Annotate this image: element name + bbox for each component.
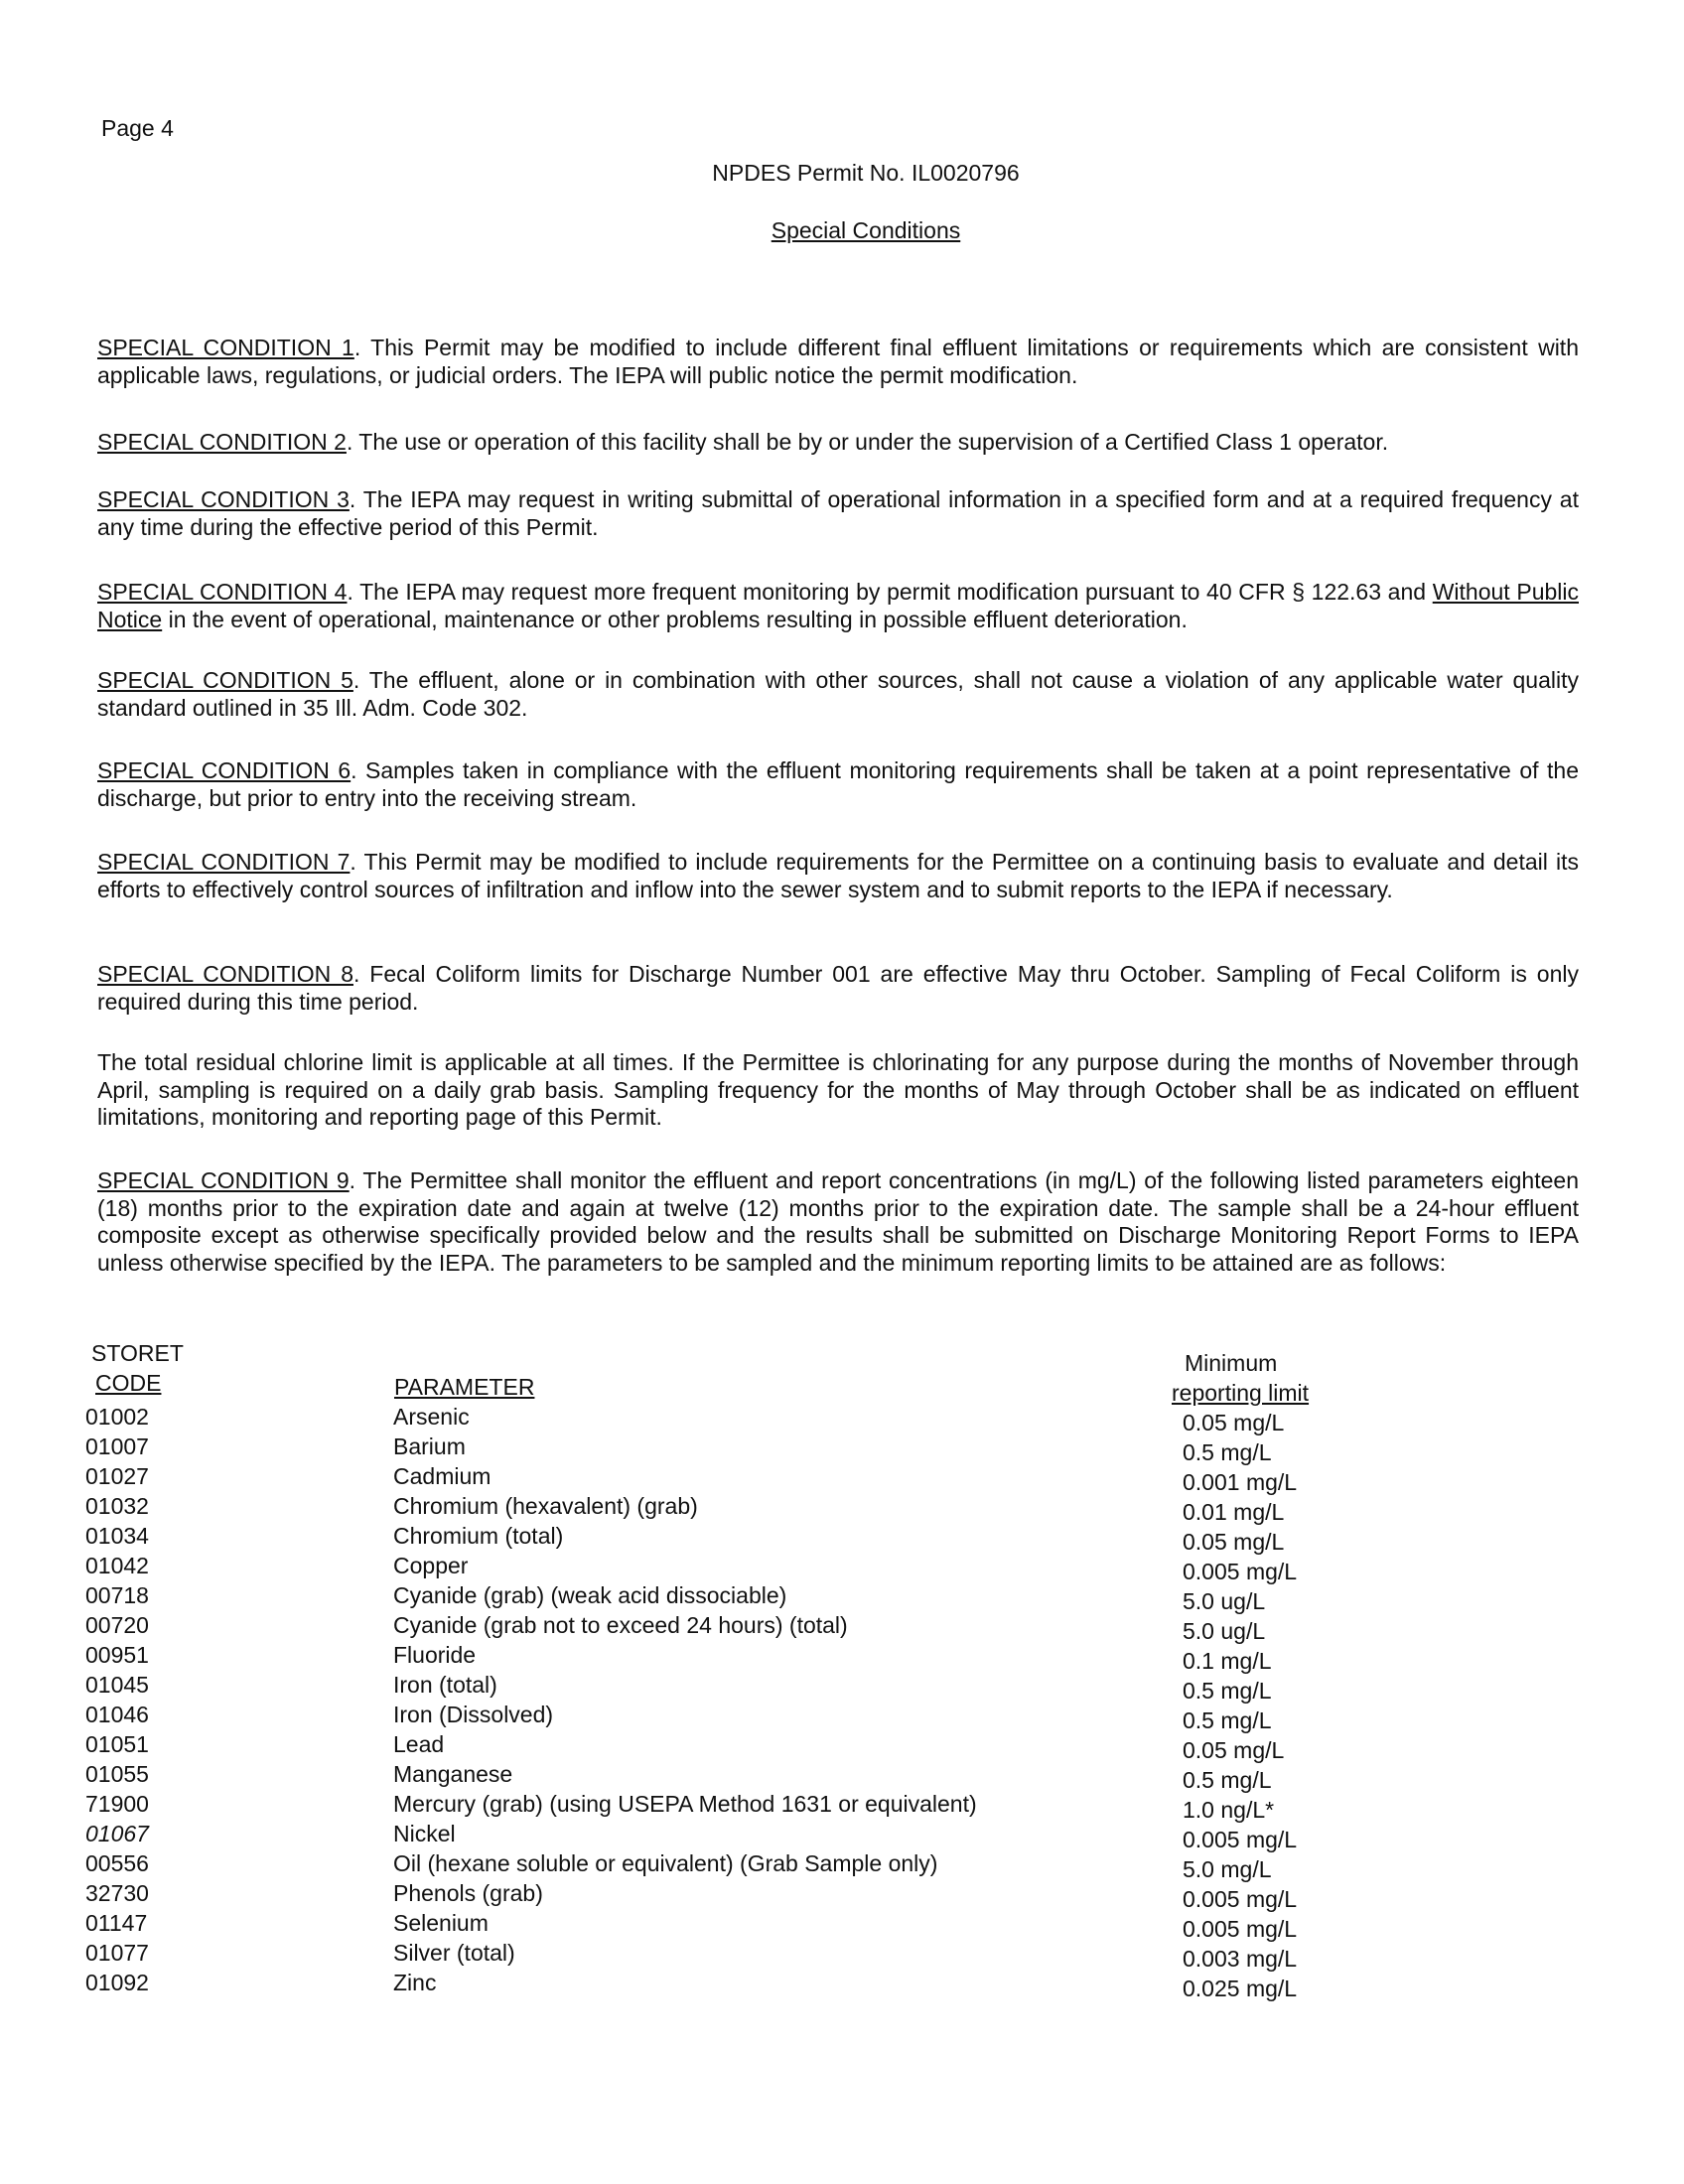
table-row — [85, 1433, 1416, 1463]
storet-code: 01077 — [85, 1940, 149, 1966]
reporting-limit: 1.0 ng/L* — [1183, 1797, 1275, 1823]
header-minimum: Minimum — [1185, 1350, 1278, 1376]
condition-label: SPECIAL CONDITION 3 — [97, 486, 350, 512]
storet-code: 01055 — [85, 1761, 149, 1787]
storet-code: 01002 — [85, 1404, 149, 1430]
special-condition-3 — [97, 486, 1579, 541]
reporting-limit: 0.001 mg/L — [1183, 1469, 1298, 1495]
table-row — [85, 1404, 1416, 1433]
chlorine-paragraph — [97, 1049, 1579, 1132]
parameter-name: Iron (Dissolved) — [393, 1702, 554, 1727]
storet-code: 01034 — [85, 1523, 149, 1549]
table-row — [85, 1880, 1416, 1910]
parameter-table — [85, 1404, 1416, 1999]
reporting-limit: 0.05 mg/L — [1183, 1410, 1285, 1435]
reporting-limit: 0.05 mg/L — [1183, 1737, 1285, 1763]
special-condition-2 — [97, 429, 1579, 457]
special-condition-8 — [97, 961, 1579, 1016]
table-row — [85, 1493, 1416, 1523]
parameter-name: Manganese — [393, 1761, 513, 1787]
condition-label: SPECIAL CONDITION 8 — [97, 961, 353, 987]
reporting-limit: 0.5 mg/L — [1183, 1678, 1272, 1704]
condition-label: SPECIAL CONDITION 2 — [97, 429, 347, 455]
reporting-limit: 0.05 mg/L — [1183, 1529, 1285, 1555]
reporting-limit: 0.5 mg/L — [1183, 1707, 1272, 1733]
parameter-name: Cyanide (grab not to exceed 24 hours) (total) — [393, 1612, 848, 1638]
reporting-limit: 0.005 mg/L — [1183, 1916, 1298, 1942]
parameter-name: Selenium — [393, 1910, 489, 1936]
reporting-limit: 0.5 mg/L — [1183, 1767, 1272, 1793]
table-row — [85, 1731, 1416, 1761]
header-reporting-limit: reporting limit — [1172, 1380, 1310, 1406]
condition-text: . The use or operation of this facility shall be by or under the supervision of a Certified Class 1 operator. — [346, 429, 1389, 455]
table-row — [85, 1672, 1416, 1702]
condition-text: . Samples taken in compliance with the effluent monitoring requirements shall be taken at a point representative of the discharge, but prior to entry into the receiving stream. — [97, 757, 1579, 811]
table-row — [85, 1791, 1416, 1821]
condition-text: . This Permit may be modified to include requirements for the Permittee on a continuing basis to evaluate and detail its efforts to effectively control sources of infiltration and inflow into the sewer system and to submit reports to the IEPA if necessary. — [97, 849, 1579, 902]
condition-text: . Fecal Coliform limits for Discharge Number 001 are effective May thru October. Sampling of Fecal Coliform is only required during this time period. — [97, 961, 1579, 1015]
condition-text: . This Permit may be modified to include different final effluent limitations or requirements which are consistent with applicable laws, regulations, or judicial orders. The IEPA will public notice the permit modification. — [97, 335, 1579, 388]
table-row — [85, 1821, 1416, 1850]
parameter-name: Barium — [393, 1433, 466, 1459]
condition-label: SPECIAL CONDITION 7 — [97, 849, 351, 875]
storet-code: 00951 — [85, 1642, 149, 1668]
storet-code: 01032 — [85, 1493, 149, 1519]
table-row — [85, 1582, 1416, 1612]
parameter-name: Lead — [393, 1731, 445, 1757]
parameter-name: Iron (total) — [393, 1672, 497, 1698]
storet-code: 01067 — [85, 1821, 149, 1846]
storet-code: 71900 — [85, 1791, 149, 1817]
storet-code: 01046 — [85, 1702, 149, 1727]
reporting-limit: 0.003 mg/L — [1183, 1946, 1298, 1972]
storet-code: 00556 — [85, 1850, 149, 1876]
condition-label: SPECIAL CONDITION 6 — [97, 757, 351, 783]
condition-text: . The Permittee shall monitor the effluent and report concentrations (in mg/L) of the following listed parameters eighteen (18) months prior to the expiration date and again at twelve (12) months prior to the expiration date. The sample shall be a 24-hour effluent composite except as otherwise specifically provided below and the results shall be submitted on Discharge Monitoring Report Forms to IEPA unless otherwise specified by the IEPA. The parameters to be sampled and the minimum reporting limits to be attained are as follows: — [97, 1167, 1579, 1276]
table-row — [85, 1612, 1416, 1642]
parameter-name: Cyanide (grab) (weak acid dissociable) — [393, 1582, 787, 1608]
table-row — [85, 1523, 1416, 1553]
table-row — [85, 1553, 1416, 1582]
storet-code: 00720 — [85, 1612, 149, 1638]
storet-code: 01092 — [85, 1970, 149, 1995]
paragraph-text: The total residual chlorine limit is applicable at all times. If the Permittee is chlorinating for any purpose during the months of November through April, sampling is required on a daily grab basis. Sampling frequency for the months of May through October shall be as indicated on effluent limitations, monitoring and reporting page of this Permit. — [97, 1049, 1579, 1131]
special-condition-6 — [97, 757, 1579, 812]
condition-label: SPECIAL CONDITION 9 — [97, 1167, 350, 1193]
storet-code: 01042 — [85, 1553, 149, 1578]
reporting-limit: 5.0 ug/L — [1183, 1618, 1266, 1644]
condition-text: . The effluent, alone or in combination with other sources, shall not cause a violation of any applicable water quality standard outlined in 35 Ill. Adm. Code 302. — [97, 667, 1579, 721]
reporting-limit: 0.1 mg/L — [1183, 1648, 1272, 1674]
storet-code: 01007 — [85, 1433, 149, 1459]
header-storet: STORET — [91, 1340, 184, 1366]
reporting-limit: 0.005 mg/L — [1183, 1559, 1298, 1584]
reporting-limit: 0.005 mg/L — [1183, 1886, 1298, 1912]
table-row — [85, 1970, 1416, 1999]
special-condition-4 — [97, 579, 1579, 633]
table-row — [85, 1642, 1416, 1672]
storet-code: 00718 — [85, 1582, 149, 1608]
reporting-limit: 0.005 mg/L — [1183, 1827, 1298, 1852]
special-condition-7 — [97, 849, 1579, 903]
condition-label: SPECIAL CONDITION 1 — [97, 335, 354, 360]
storet-code: 01147 — [85, 1910, 148, 1936]
table-row — [85, 1940, 1416, 1970]
storet-code: 01045 — [85, 1672, 149, 1698]
header-code: CODE — [95, 1370, 162, 1396]
header-parameter: PARAMETER — [394, 1374, 535, 1400]
storet-code: 32730 — [85, 1880, 149, 1906]
storet-code: 01051 — [85, 1731, 149, 1757]
page-title: Special Conditions — [771, 217, 961, 243]
page-number: Page 4 — [101, 115, 174, 141]
parameter-name: Nickel — [393, 1821, 456, 1846]
parameter-name: Chromium (hexavalent) (grab) — [393, 1493, 698, 1519]
table-row — [85, 1850, 1416, 1880]
parameter-name: Chromium (total) — [393, 1523, 564, 1549]
parameter-name: Cadmium — [393, 1463, 491, 1489]
special-condition-9 — [97, 1167, 1579, 1277]
table-row — [85, 1702, 1416, 1731]
condition-label: SPECIAL CONDITION 5 — [97, 667, 353, 693]
reporting-limit: 0.025 mg/L — [1183, 1976, 1298, 2001]
parameter-name: Oil (hexane soluble or equivalent) (Grab Sample only) — [393, 1850, 938, 1876]
reporting-limit: 5.0 ug/L — [1183, 1588, 1266, 1614]
parameter-name: Arsenic — [393, 1404, 470, 1430]
condition-text: . The IEPA may request in writing submittal of operational information in a specified form and at a required frequency at any time during the effective period of this Permit. — [97, 486, 1579, 540]
table-row — [85, 1910, 1416, 1940]
parameter-name: Mercury (grab) (using USEPA Method 1631 or equivalent) — [393, 1791, 977, 1817]
parameter-name: Fluoride — [393, 1642, 477, 1668]
reporting-limit: 5.0 mg/L — [1183, 1856, 1272, 1882]
reporting-limit: 0.01 mg/L — [1183, 1499, 1285, 1525]
without-public-notice: Without Public Notice — [97, 579, 1579, 632]
condition-text: . The IEPA may request more frequent monitoring by permit modification pursuant to 40 CFR § 122.63 and — [347, 579, 1433, 605]
storet-code: 01027 — [85, 1463, 149, 1489]
permit-number: NPDES Permit No. IL0020796 — [712, 160, 1020, 186]
condition-label: SPECIAL CONDITION 4 — [97, 579, 348, 605]
condition-text-continued: in the event of operational, maintenance or other problems resulting in possible effluent deterioration. — [162, 606, 1188, 632]
parameter-name: Copper — [393, 1553, 469, 1578]
special-condition-5 — [97, 667, 1579, 722]
special-condition-1 — [97, 335, 1579, 389]
table-row — [85, 1761, 1416, 1791]
parameter-name: Phenols (grab) — [393, 1880, 543, 1906]
parameter-name: Zinc — [393, 1970, 437, 1995]
parameter-name: Silver (total) — [393, 1940, 515, 1966]
reporting-limit: 0.5 mg/L — [1183, 1439, 1272, 1465]
table-row — [85, 1463, 1416, 1493]
